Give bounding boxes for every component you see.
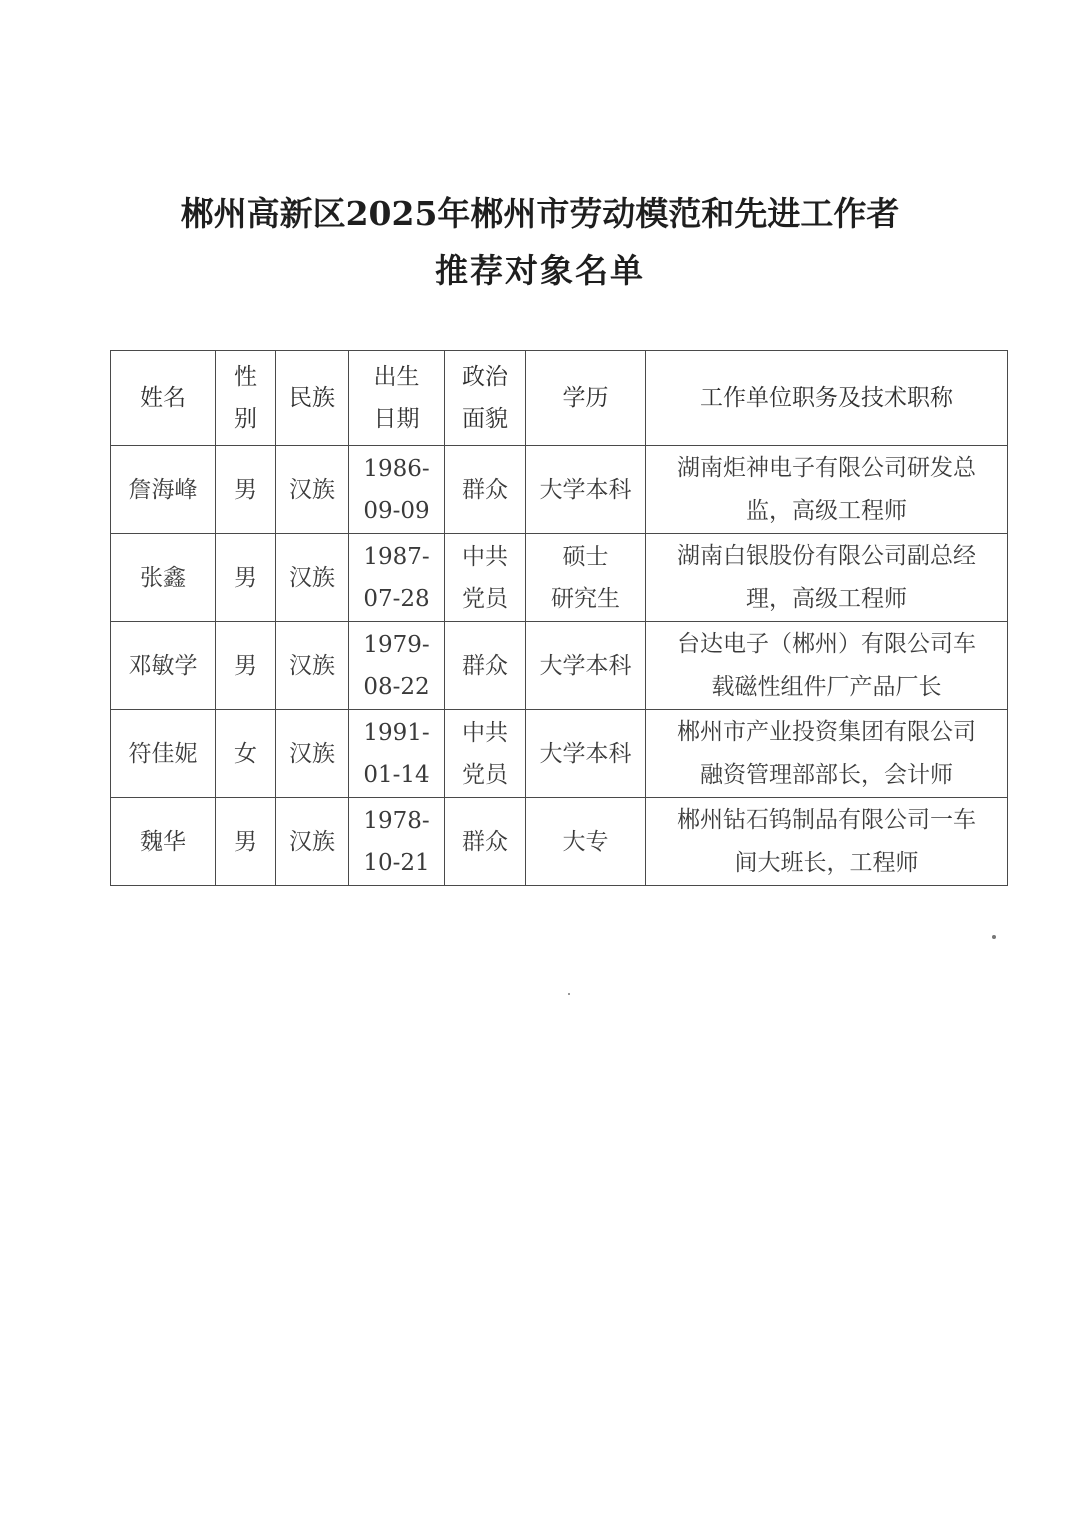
header-birth-line-1: 出生	[373, 364, 420, 390]
scan-speck	[568, 993, 570, 995]
cell-education	[526, 798, 646, 886]
political-line-2: 党员	[462, 585, 508, 612]
cell-position	[646, 710, 1008, 798]
cell-ethnicity: 汉族	[276, 534, 349, 622]
birth-line-2: 09-09	[363, 497, 430, 524]
cell-birth-date	[349, 534, 445, 622]
cell-education	[526, 622, 646, 710]
cell-ethnicity: 汉族	[276, 446, 349, 534]
political-line-1: 群众	[462, 828, 508, 855]
table-row	[111, 798, 1008, 886]
cell-birth-date	[349, 710, 445, 798]
education-line-1: 大学本科	[539, 476, 632, 503]
cell-name: 邓敏学	[111, 622, 216, 710]
document-title-line-1: 郴州高新区2025年郴州市劳动模范和先进工作者	[180, 194, 900, 233]
cell-gender: 男	[216, 622, 276, 710]
political-line-2: 党员	[462, 761, 508, 788]
position-line-1: 台达电子（郴州）有限公司车	[677, 630, 976, 657]
header-ethnicity: 民族	[276, 351, 349, 446]
cell-political-status	[445, 798, 526, 886]
birth-line-2: 08-22	[363, 673, 430, 700]
birth-line-1: 1986-	[363, 455, 430, 482]
birth-line-1: 1978-	[363, 807, 430, 834]
header-position: 工作单位职务及技术职称	[646, 351, 1008, 446]
header-birth-date	[349, 351, 445, 446]
cell-political-status	[445, 534, 526, 622]
education-line-2: 研究生	[551, 585, 620, 612]
cell-name: 魏华	[111, 798, 216, 886]
cell-gender: 男	[216, 534, 276, 622]
header-gender-line-2: 别	[234, 406, 257, 432]
position-line-2: 监，高级工程师	[746, 497, 907, 524]
political-line-1: 群众	[462, 476, 508, 503]
political-line-1: 群众	[462, 652, 508, 679]
cell-political-status	[445, 446, 526, 534]
scan-speck	[992, 935, 996, 939]
header-political-line-1: 政治	[462, 364, 508, 390]
header-political-status	[445, 351, 526, 446]
cell-gender: 男	[216, 798, 276, 886]
cell-education	[526, 446, 646, 534]
cell-education	[526, 534, 646, 622]
position-line-2: 间大班长，工程师	[734, 849, 919, 876]
table-row	[111, 446, 1008, 534]
cell-ethnicity: 汉族	[276, 798, 349, 886]
cell-birth-date	[349, 446, 445, 534]
cell-ethnicity: 汉族	[276, 710, 349, 798]
position-line-2: 载磁性组件厂产品厂长	[711, 673, 942, 700]
education-line-1: 大学本科	[539, 652, 632, 679]
document-title-line-2: 推荐对象名单	[435, 251, 645, 290]
birth-line-1: 1991-	[363, 719, 430, 746]
cell-education	[526, 710, 646, 798]
cell-birth-date	[349, 798, 445, 886]
education-line-1: 大学本科	[539, 740, 632, 767]
position-line-1: 郴州钻石钨制品有限公司一车	[677, 806, 976, 833]
political-line-1: 中共	[462, 543, 508, 570]
header-birth-line-2: 日期	[373, 406, 420, 432]
table-row	[111, 710, 1008, 798]
cell-political-status	[445, 710, 526, 798]
cell-position	[646, 446, 1008, 534]
birth-line-1: 1987-	[363, 543, 430, 570]
cell-name: 詹海峰	[111, 446, 216, 534]
birth-line-2: 01-14	[363, 761, 430, 788]
table-header-row	[111, 351, 1008, 446]
position-line-2: 理，高级工程师	[746, 585, 907, 612]
position-line-1: 郴州市产业投资集团有限公司	[677, 718, 976, 745]
cell-name: 张鑫	[111, 534, 216, 622]
birth-line-1: 1979-	[363, 631, 430, 658]
cell-name: 符佳妮	[111, 710, 216, 798]
education-line-1: 大专	[562, 828, 609, 855]
position-line-1: 湖南炬神电子有限公司研发总	[677, 454, 976, 481]
table-row	[111, 534, 1008, 622]
education-line-1: 硕士	[562, 543, 609, 570]
position-line-1: 湖南白银股份有限公司副总经	[677, 542, 976, 569]
table-row	[111, 622, 1008, 710]
header-political-line-2: 面貌	[462, 406, 508, 432]
cell-position	[646, 798, 1008, 886]
cell-political-status	[445, 622, 526, 710]
cell-birth-date	[349, 622, 445, 710]
header-education: 学历	[526, 351, 646, 446]
cell-ethnicity: 汉族	[276, 622, 349, 710]
cell-gender: 女	[216, 710, 276, 798]
cell-gender: 男	[216, 446, 276, 534]
header-name: 姓名	[111, 351, 216, 446]
birth-line-2: 10-21	[363, 849, 430, 876]
birth-line-2: 07-28	[363, 585, 430, 612]
political-line-1: 中共	[462, 719, 508, 746]
header-gender-line-1: 性	[234, 364, 257, 390]
nominee-table	[110, 350, 1008, 886]
position-line-2: 融资管理部部长，会计师	[700, 761, 953, 788]
cell-position	[646, 622, 1008, 710]
cell-position	[646, 534, 1008, 622]
header-gender	[216, 351, 276, 446]
